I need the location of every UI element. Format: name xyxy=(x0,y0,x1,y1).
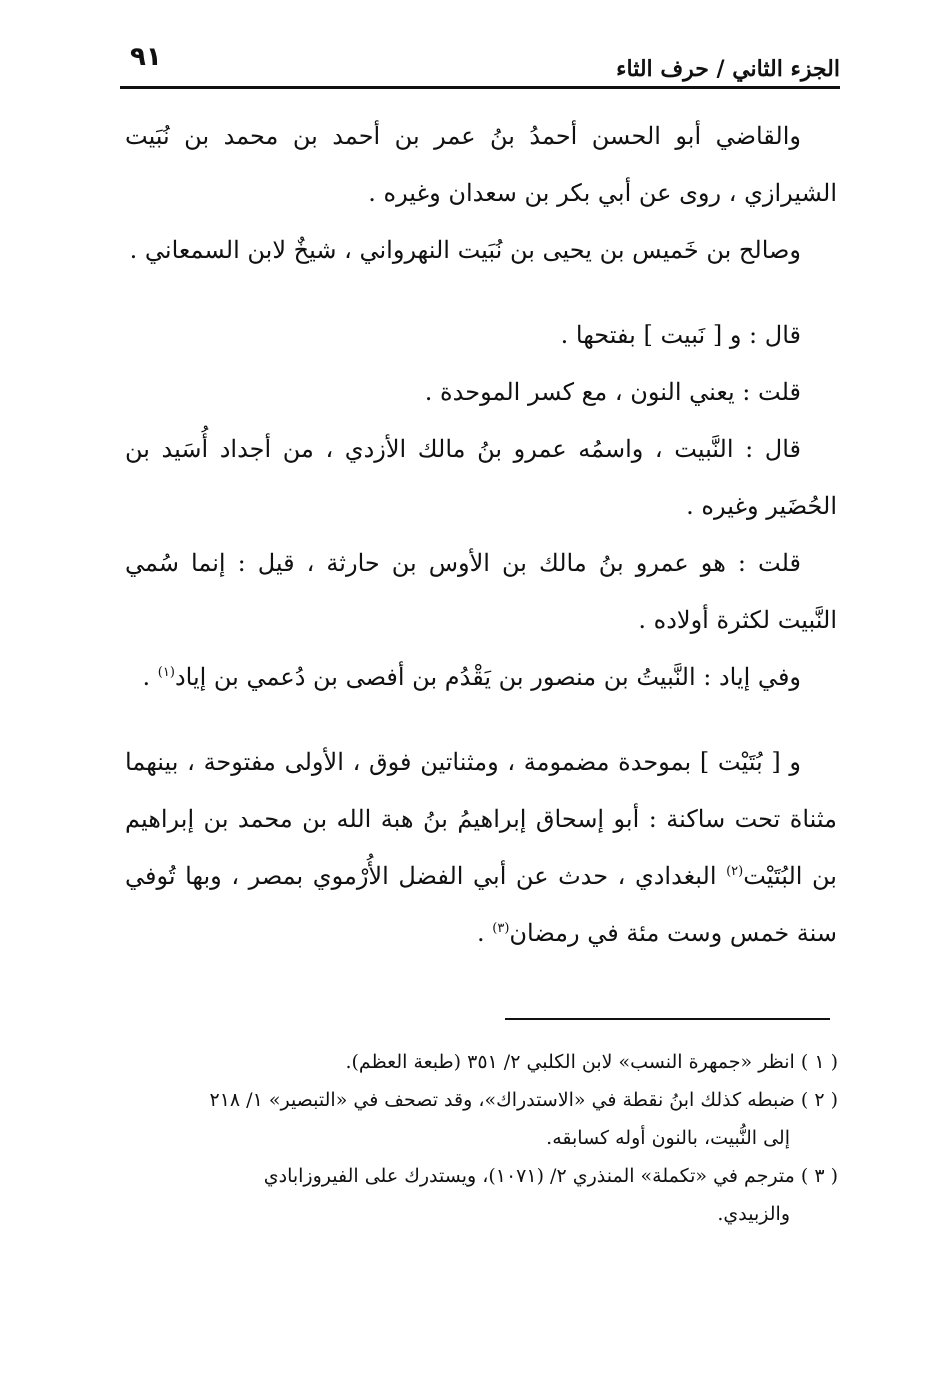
footnote-3: ( ٣ ) مترجم في «تكملة» المنذري ٢/ (١٠٧١)، ويستدرك على الفيروزابادي xyxy=(263,1165,838,1187)
paragraph: والقاضي أبو الحسن أحمدُ بنُ عمر بن أحمد بن محمد بن نُبَيت الشيرازي ، روى عن أبي بكر بن سعدان وغيره . xyxy=(125,122,837,207)
paragraph: قلت : يعني النون ، مع كسر الموحدة . xyxy=(424,378,801,406)
footnote-1: ( ١ ) انظر «جمهرة النسب» لابن الكلبي ٢/ ٣٥١ (طبعة العظم). xyxy=(345,1051,838,1073)
paragraph: قلت : هو عمرو بنُ مالك بن الأوس بن حارثة ، قيل : إنما سُمي النَّبيت لكثرة أولاده . xyxy=(125,549,837,634)
paragraph-text: وفي إياد : النَّبيتُ بن منصور بن يَقْدُم بن أفصى بن دُعمي بن إياد xyxy=(174,663,801,691)
page-number: ٩١ xyxy=(130,42,162,72)
running-title: الجزء الثاني / حرف الثاء xyxy=(616,56,840,82)
footnote-separator xyxy=(505,1018,830,1020)
paragraph-with-notes xyxy=(125,734,837,962)
header-rule xyxy=(120,86,840,89)
paragraph: وصالح بن خَميس بن يحيى بن نُبَيت النهرواني ، شيخٌ لابن السمعاني . xyxy=(129,236,801,264)
footnotes xyxy=(118,1043,838,1233)
footnote-2-continued: إلى النُّبيت، بالنون أوله كسابقه. xyxy=(546,1127,790,1149)
paragraph-text: البغدادي ، حدث عن أبي الفضل الأُرْموي بمصر ، وبها تُوفي سنة خمس وست مئة في رمضان xyxy=(125,862,837,947)
footnote-marker: (١) xyxy=(157,665,175,680)
footnote-3-continued: والزبيدي. xyxy=(717,1203,790,1225)
paragraph-with-note: وفي إياد : النَّبيتُ بن منصور بن يَقْدُم بن أفصى بن دُعمي بن إياد$^{(١)}$ . xyxy=(142,663,801,691)
footnote-marker: (٢) xyxy=(726,864,744,879)
paragraph-end: . xyxy=(477,919,493,947)
page-header xyxy=(120,36,840,86)
paragraph: قال : النَّبيت ، واسمُه عمرو بنُ مالك الأزدي ، من أجداد أُسَيد بن الحُضَير وغيره . xyxy=(125,435,837,520)
footnote-2: ( ٢ ) ضبطه كذلك ابنُ نقطة في «الاستدراك»، وقد تصحف في «التبصير» ١/ ٢١٨ xyxy=(209,1089,838,1111)
footnote-marker: (٣) xyxy=(492,921,510,936)
paragraph-text: و [ بُتَيْت ] بموحدة مضمومة ، ومثناتين فوق ، الأولى مفتوحة ، بينهما مثناة تحت ساكنة : أبو إسحاق إبراهيمُ بنُ هبة الله بن محمد بن إبراهيم بن البُتَيْت xyxy=(125,748,837,890)
paragraph: قال : و [ نَبيت ] بفتحها . xyxy=(560,321,801,349)
main-text xyxy=(125,108,837,962)
